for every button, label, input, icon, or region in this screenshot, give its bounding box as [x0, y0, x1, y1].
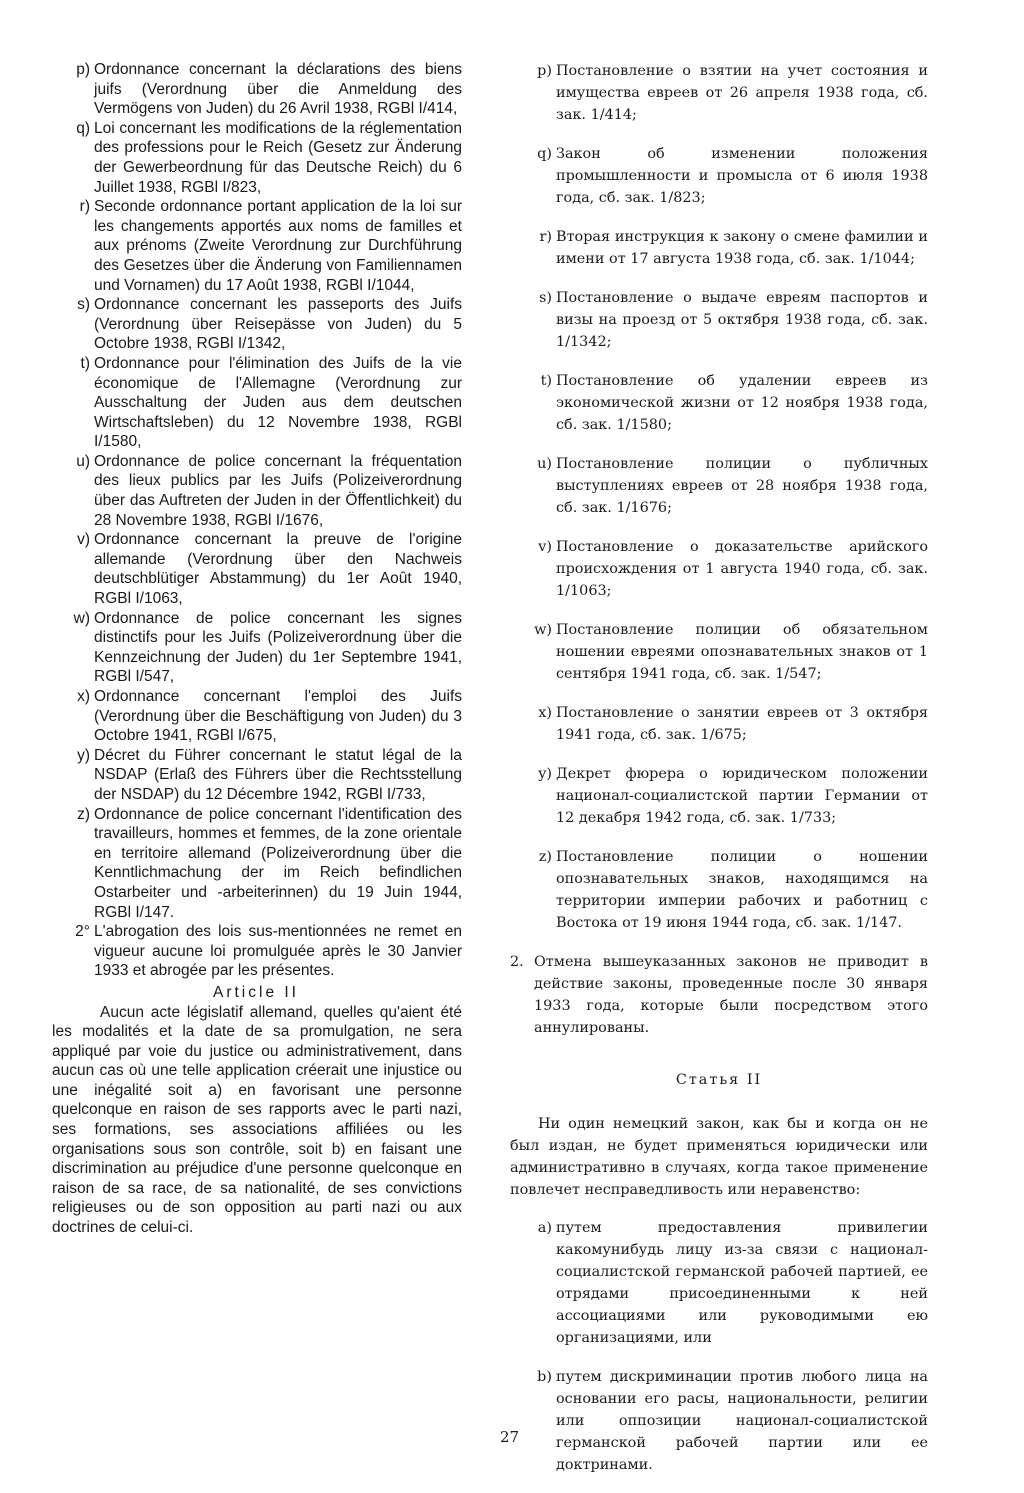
page-number: 27 [500, 1428, 520, 1446]
item-text: Закон об изменении положения промышленности и промысла от 6 июля 1938 года, сб. зак. 1/823; [556, 146, 928, 206]
item-label: x) [77, 688, 90, 705]
item-label: w) [73, 609, 90, 627]
item-label: v) [77, 531, 90, 549]
item-text: Постановление о доказательстве арийского происхождения от 1 августа 1940 года, сб. зак. 1/1063; [556, 539, 928, 599]
list-item [510, 763, 928, 829]
point-2-text: Отмена вышеуказанных законов не приводит в действие законы, проведенные после 30 января 1933 года, которые были посредством этого аннулированы. [534, 954, 928, 1036]
item-text: Постановление полиции о публичных выступлениях евреев от 28 ноября 1938 года, сб. зак. 1/1676; [556, 456, 928, 516]
list-item [50, 746, 462, 805]
list-item [510, 287, 928, 353]
list-item [510, 143, 928, 209]
item-label: y) [538, 766, 552, 782]
list-item [50, 530, 462, 608]
list-item [510, 226, 928, 270]
list-item [50, 687, 462, 746]
item-label: p) [76, 61, 90, 78]
item-text: L'abrogation des lois sus-mentionnées ne remet en vigueur aucune loi promulguée après le 30 Janvier 1933 et abrogée par les présentes. [94, 923, 462, 980]
item-label: y) [77, 746, 90, 764]
item-text: Ordonnance de police concernant l'identification des travailleurs, hommes et femmes, de la zone orientale en territoire allemand (Polizeiverordnung über die Kenntlichmachung der im Reich befindlichen Ostarbeiter und -arbeiterinnen) du 19 Juin 1944, RGBl I/147. [94, 805, 462, 921]
item-text: Постановление о взятии на учет состояния и имущества евреев от 26 апреля 1938 года, сб. зак. 1/414; [556, 63, 928, 123]
sub-item-text: путем дискриминации против любого лица на основании его расы, национальности, религии или оппозиции национал-социалистской германской рабочей партии или ее доктринами. [556, 1369, 928, 1473]
list-item [510, 846, 928, 934]
article-heading: Статья II [675, 1072, 763, 1088]
french-column [50, 60, 462, 1238]
item-label: p) [537, 63, 552, 79]
item-label: s) [539, 290, 552, 306]
item-label: t) [80, 354, 90, 372]
item-label: s) [77, 296, 90, 314]
item-label: u) [537, 456, 552, 472]
list-item [510, 702, 928, 746]
item-text: Ordonnance concernant l'emploi des Juifs (Verordnung über die Beschäftigung von Juden) du 3 Octobre 1941, RGBl I/675, [94, 688, 462, 745]
list-item [510, 619, 928, 685]
list-item [510, 60, 928, 126]
item-text: Постановление полиции об обязательном ношении евреями опознавательных знаков от 1 сентября 1941 года, сб. зак. 1/547; [556, 622, 928, 682]
russian-column [510, 60, 928, 1493]
item-text: Ordonnance concernant la déclarations des biens juifs (Verordnung über die Anmeldung des Vermögens von Juden) du 26 Avril 1938, RGBl I/414, [94, 61, 462, 118]
list-item [50, 609, 462, 687]
article-heading: Article II [213, 983, 299, 1001]
item-text: Постановление о занятии евреев от 3 октября 1941 года, сб. зак. 1/675; [556, 705, 928, 743]
item-text: Ordonnance de police concernant les signes distinctifs pour les Juifs (Polizeiverordnung über die Kennzeichnung der Juden) du 1er Septembre 1941, RGBl I/547, [94, 609, 462, 686]
sub-item-label: b) [537, 1369, 552, 1385]
item-text: Décret du Führer concernant le statut légal de la NSDAP (Erlaß des Führers über die Rechtsstellung der NSDAP) du 12 Décembre 1942, RGBl I/733, [94, 746, 462, 803]
sub-item [520, 1217, 928, 1349]
list-item [50, 452, 462, 530]
item-label: v) [538, 539, 552, 555]
item-text: Ordonnance concernant la preuve de l'origine allemande (Verordnung über den Nachweis deutschblütiger Abstammung) du 1er Août 1940, RGBl I/1063, [94, 531, 462, 608]
item-text: Декрет фюрера о юридическом положении национал-социалистской партии Германии от 12 декабря 1942 года, сб. зак. 1/733; [556, 766, 928, 826]
list-item [510, 536, 928, 602]
item-text: Ordonnance concernant les passeports des Juifs (Verordnung über Reisepässe von Juden) du 5 Octobre 1938, RGBl I/1342, [94, 296, 462, 353]
list-item [510, 453, 928, 519]
item-label: t) [540, 373, 552, 389]
item-text: Loi concernant les modifications de la réglementation des professions pour le Reich (Gesetz zur Änderung der Gewerbeordnung für das Deutsche Reich) du 6 Juillet 1938, RGBl I/823, [94, 119, 462, 196]
item-text: Ordonnance pour l'élimination des Juifs de la vie économique de l'Allemagne (Verordnung zur Ausschaltung der Juden aus dem deutschen Wirtschaftsleben) du 12 Novembre 1938, RGBl I/1580, [94, 354, 462, 451]
list-item [50, 354, 462, 452]
item-label: 2° [75, 923, 90, 941]
article-paragraph: Ни один немецкий закон, как бы и когда он не был издан, не будет применяться юридически или административно в случаях, когда такое применение повлечет несправедливость или неравенство: [510, 1116, 928, 1198]
sub-item-text: путем предоставления привилегии какомунибудь лицу из-за связи с национал-социалистской германской рабочей партией, ее отрядами присоединенными к ней ассоциациями или руководимыми ею организациями, или [556, 1220, 928, 1346]
list-item [50, 922, 462, 981]
sub-item [520, 1366, 928, 1476]
item-label: w) [534, 622, 552, 638]
item-label: z) [77, 805, 90, 823]
item-label: r) [539, 229, 552, 245]
item-label: u) [76, 452, 90, 470]
article-paragraph: Aucun acte législatif allemand, quelles qu'aient été les modalités et la date de sa promulgation, ne sera appliqué par voie du justice ou administrativement, dans aucun cas où une telle application créerait une injustice ou une inégalité soit a) en favorisant une personne quelconque en raison de ses rapports avec le parti nazi, ses formations, ses associations affiliées ou les organisations sous son contrôle, soit b) en faisant une discrimination au préjudice d'une personne quelconque en raison de sa race, de sa nationalité, de ses convictions religieuses ou de son opposition au parti nazi ou aux doctrines de celui-ci. [52, 1003, 462, 1237]
item-label: q) [76, 119, 90, 137]
list-item [50, 60, 462, 119]
point-2 [510, 951, 928, 1039]
sub-item-label: a) [537, 1220, 552, 1236]
list-item [50, 295, 462, 354]
item-label: q) [537, 146, 552, 162]
item-text: Постановление о выдаче евреям паспортов и визы на проезд от 5 октября 1938 года, сб. зак. 1/1342; [556, 290, 928, 350]
item-text: Ordonnance de police concernant la fréquentation des lieux publics par les Juifs (Polizeiverordnung über das Auftreten der Juden in der Öffentlichkeit) du 28 Novembre 1938, RGBl I/1676, [94, 452, 462, 529]
point-2-label: 2. [510, 954, 524, 970]
list-item [50, 119, 462, 197]
list-item [50, 805, 462, 923]
item-label: z) [538, 849, 552, 865]
item-text: Seconde ordonnance portant application de la loi sur les changements apportés aux noms de familles et aux prénoms (Zweite Verordnung zur Durchführung des Gesetzes über die Änderung von Familiennamen und Vornamen) du 17 Août 1938, RGBl I/1044, [94, 198, 462, 294]
item-text: Вторая инструкция к закону о смене фамилии и имени от 17 августа 1938 года, сб. зак. 1/1044; [556, 229, 928, 267]
list-item [50, 197, 462, 295]
item-text: Постановление об удалении евреев из экономической жизни от 12 ноября 1938 года, сб. зак. 1/1580; [556, 373, 928, 433]
item-label: r) [79, 198, 90, 216]
list-item [510, 370, 928, 436]
item-text: Постановление полиции о ношении опознавательных знаков, находящимся на территории империи рабочих и работниц с Востока от 19 июня 1944 года, сб. зак. 1/147. [556, 849, 928, 931]
item-label: x) [538, 705, 552, 721]
